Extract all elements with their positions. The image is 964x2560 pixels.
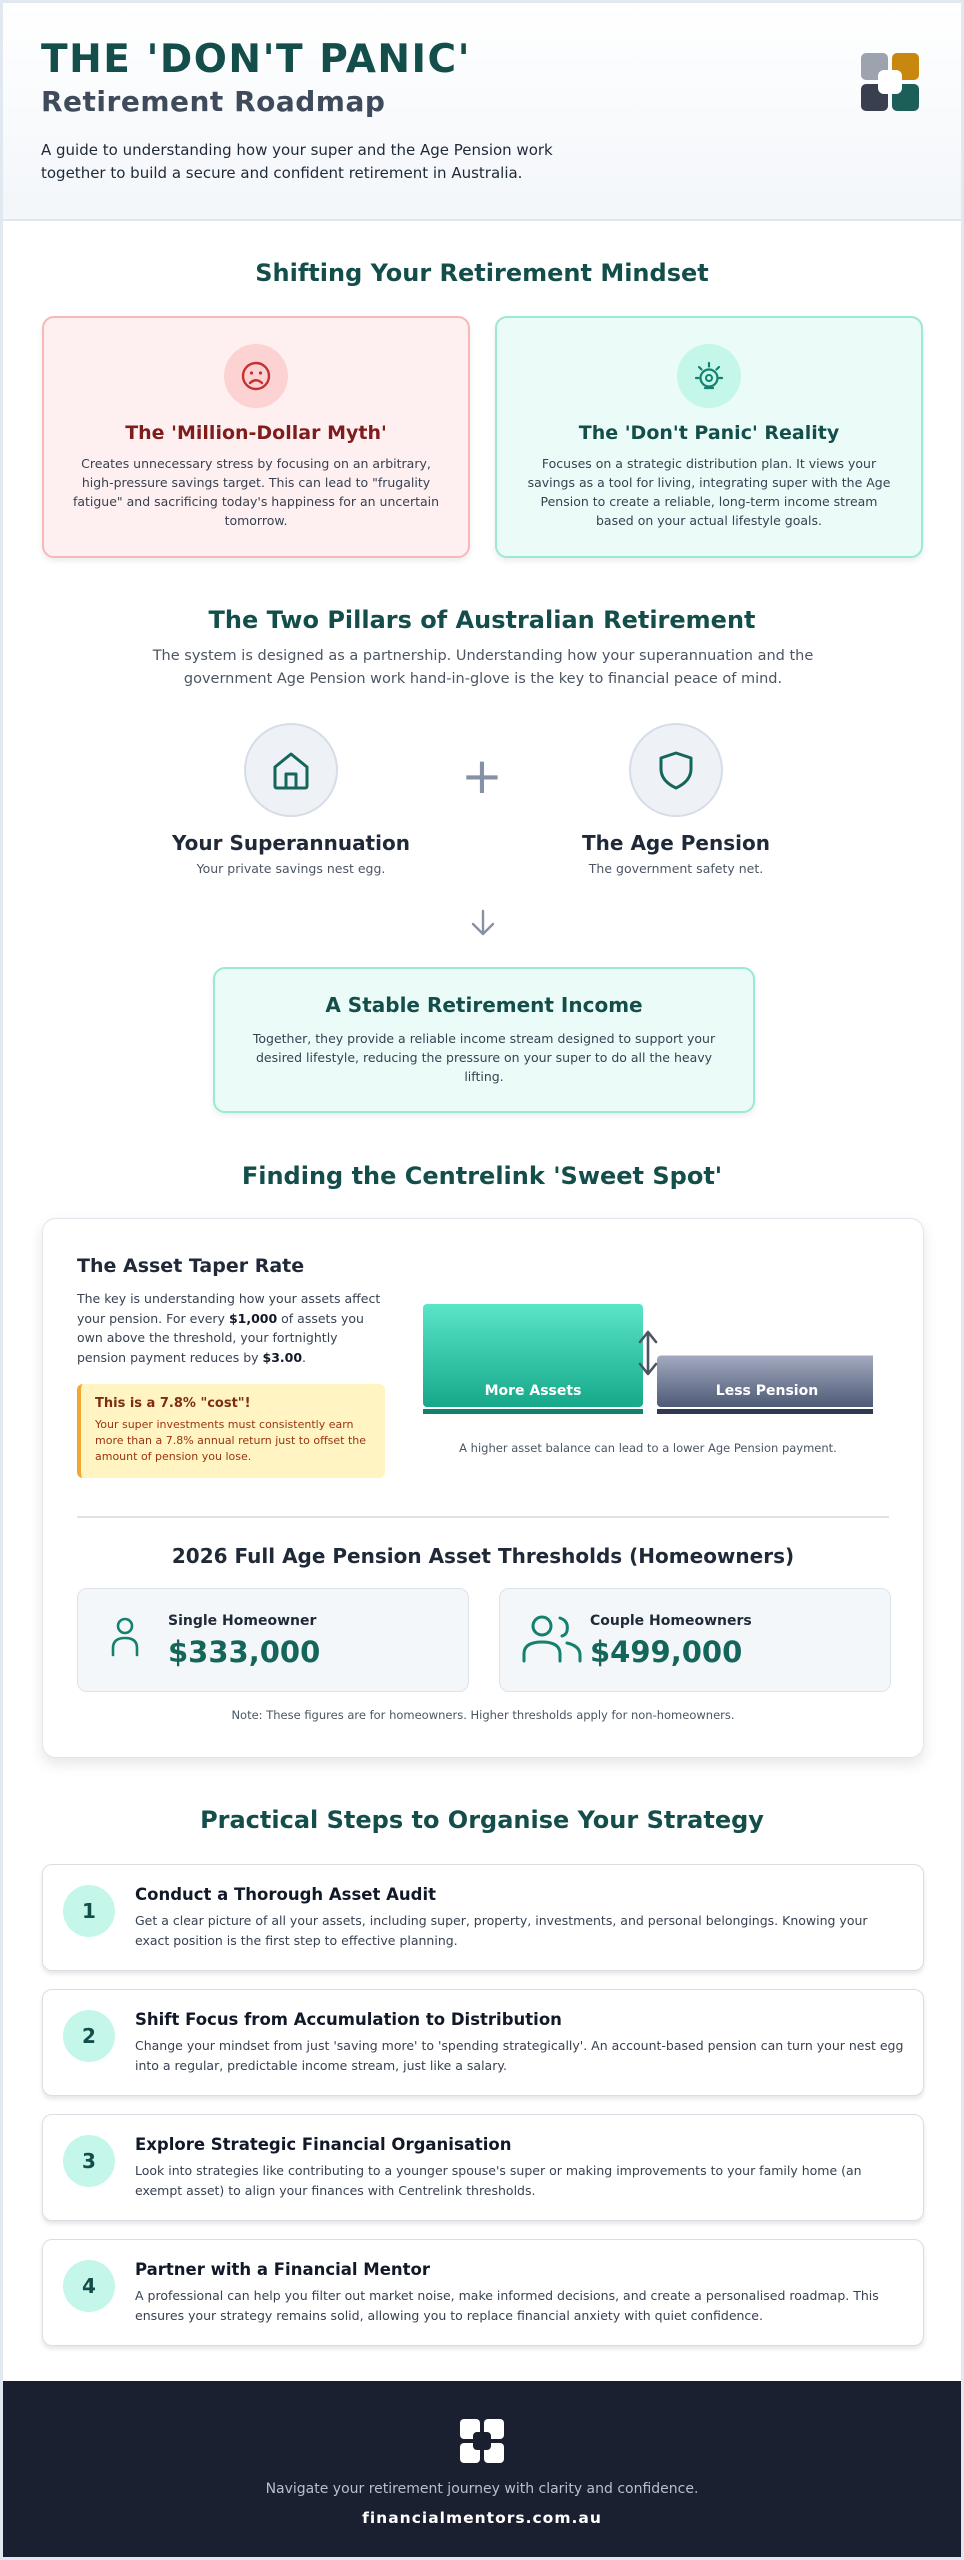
centrelink-section-title: Finding the Centrelink 'Sweet Spot'	[241, 1162, 723, 1190]
footer-text: Navigate your retirement journey with clarity and confidence.	[265, 2481, 699, 2497]
pillar-super-sub: Your private savings nest egg.	[196, 861, 386, 876]
step-card	[42, 1989, 924, 2096]
people-icon	[520, 1613, 584, 1665]
couple-value: $499,000	[590, 1635, 743, 1669]
step-text: Look into strategies like contributing to a younger spouse's super or making improvements to your family home (an exempt asset) to align your finances with Centrelink thresholds.	[135, 2163, 862, 2198]
step-text: Change your mindset from just 'saving more' to 'spending strategically'. An account-based pension can turn your nest egg into a regular, predictable income stream, just like a salary.	[135, 2038, 904, 2073]
step-number: 1	[63, 1885, 115, 1937]
reality-text: Focuses on a strategic distribution plan. It views your savings as a tool for living, integrating super with the Age Pension to create a reliable, long-term income stream based on your actual lifestyle goals.	[527, 456, 891, 528]
page-description: A guide to understanding how your super and the Age Pension work together to build a secure and confident retirement in Australia.	[41, 141, 553, 182]
step-title: Partner with a Financial Mentor	[135, 2260, 431, 2279]
myth-text: Creates unnecessary stress by focusing on an arbitrary, high-pressure savings target. This can lead to "frugality fatigue" and sacrificing today's happiness for an uncertain tomorrow.	[72, 456, 440, 528]
pillar-super-name: Your Superannuation	[172, 831, 410, 855]
reality-title: The 'Don't Panic' Reality	[578, 422, 840, 444]
thresholds-title: 2026 Full Age Pension Asset Thresholds (Homeowners)	[171, 1544, 795, 1568]
income-text: Together, they provide a reliable income stream designed to support your desired lifestyle, reducing the pressure on your super to do all the heavy lifting.	[252, 1031, 716, 1084]
footer-link[interactable]: financialmentors.com.au	[362, 2509, 602, 2527]
step-title: Conduct a Thorough Asset Audit	[135, 1885, 437, 1904]
pillar-superannuation	[161, 723, 421, 876]
arrow-down-icon	[469, 908, 497, 938]
taper-text-part: .	[302, 1349, 307, 1365]
lightbulb-icon	[677, 344, 741, 408]
centrelink-card	[42, 1218, 924, 1758]
step-number: 2	[63, 2010, 115, 2062]
pillar-pension-name: The Age Pension	[582, 831, 770, 855]
step-number: 4	[63, 2260, 115, 2312]
page-title: THE 'DON'T PANIC'	[41, 37, 472, 82]
header	[3, 3, 961, 221]
mindset-section-title: Shifting Your Retirement Mindset	[255, 259, 709, 287]
step-title: Shift Focus from Accumulation to Distribution	[135, 2010, 562, 2029]
pillars-description: The system is designed as a partnership. Understanding how your superannuation and the government Age Pension work hand-in-glove is the key to financial peace of mind.	[152, 648, 814, 687]
bar-less-pension	[657, 1356, 873, 1408]
plus-icon: +	[461, 747, 503, 805]
step-text: A professional can help you filter out market noise, make informed decisions, and create a personalised roadmap. This ensures your strategy remains solid, allowing you to replace financial anxiety with quiet confidence.	[135, 2288, 879, 2323]
taper-title: The Asset Taper Rate	[77, 1255, 305, 1277]
cost-title: This is a 7.8% "cost"!	[95, 1396, 251, 1411]
chart-caption: A higher asset balance can lead to a lower Age Pension payment.	[459, 1441, 837, 1455]
stable-income-box	[213, 967, 755, 1113]
step-card	[42, 2239, 924, 2346]
income-title: A Stable Retirement Income	[325, 993, 643, 1017]
cost-callout	[77, 1384, 385, 1478]
step-card	[42, 2114, 924, 2221]
page-subtitle: Retirement Roadmap	[41, 85, 386, 118]
step-text: Get a clear picture of all your assets, including super, property, investments, and personal belongings. Knowing your exact position is the first step to effective planning.	[135, 1913, 868, 1948]
bar-baseline	[423, 1409, 643, 1414]
pillar-pension-sub: The government safety net.	[588, 861, 764, 876]
pillar-age-pension	[546, 723, 806, 876]
taper-text	[77, 1289, 389, 1367]
pillars-section-title: The Two Pillars of Australian Retirement	[208, 606, 756, 634]
myth-title: The 'Million-Dollar Myth'	[125, 422, 387, 444]
footer	[3, 2381, 961, 2557]
person-icon	[104, 1615, 150, 1661]
myth-card	[42, 316, 470, 558]
single-value: $333,000	[168, 1635, 321, 1669]
bar-baseline	[657, 1409, 873, 1414]
taper-chart	[423, 1304, 873, 1464]
single-label: Single Homeowner	[168, 1613, 317, 1629]
bar-label: Less Pension	[715, 1383, 819, 1399]
thresholds-note: Note: These figures are for homeowners. Higher thresholds apply for non-homeowners.	[231, 1708, 735, 1722]
page	[3, 3, 961, 2557]
steps-section-title: Practical Steps to Organise Your Strategy	[200, 1806, 764, 1834]
cost-text: Your super investments must consistently earn more than a 7.8% annual return just to offset the amount of pension you lose.	[95, 1418, 367, 1463]
reality-card	[495, 316, 923, 558]
footer-logo-icon	[460, 2419, 504, 2463]
couple-threshold-card	[499, 1588, 891, 1692]
logo-icon	[861, 53, 919, 111]
single-threshold-card	[77, 1588, 469, 1692]
shield-icon	[629, 723, 723, 817]
couple-label: Couple Homeowners	[590, 1613, 752, 1629]
taper-text-part: of assets you own above the threshold, your fortnightly pension payment reduces by	[77, 1310, 364, 1365]
taper-amount-2: $3.00	[262, 1349, 303, 1365]
divider	[77, 1516, 889, 1518]
bar-label: More Assets	[484, 1383, 582, 1399]
step-number: 3	[63, 2135, 115, 2187]
taper-text-part: The key is understanding how your assets affect your pension. For every	[77, 1291, 381, 1326]
step-title: Explore Strategic Financial Organisation	[135, 2135, 512, 2154]
home-icon	[244, 723, 338, 817]
taper-amount-1: $1,000	[228, 1310, 278, 1326]
step-card	[42, 1864, 924, 1971]
sad-face-icon	[224, 344, 288, 408]
taper-chart-svg	[423, 1304, 873, 1434]
